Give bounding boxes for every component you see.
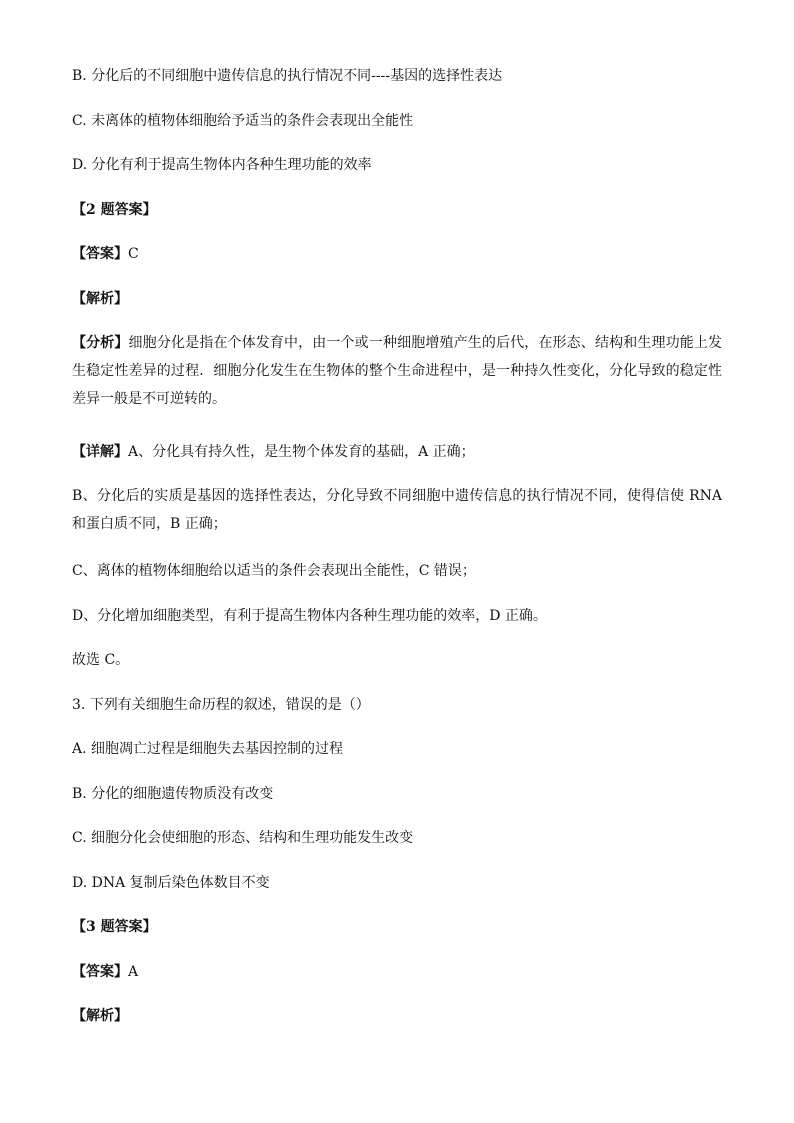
fenxi-text: 细胞分化是指在个体发育中，由一个或一种细胞增殖产生的后代，在形态、结构和生理功能上发生稳定性差异的过程．细胞分化发生在生物体的整个生命进程中，是一种持久性变化，分化导致的稳定性差异一般是不可逆转的。: [72, 335, 723, 407]
bracket-open: 【: [72, 919, 86, 935]
q2-option-c: C. 未离体的植物体细胞给予适当的条件会表现出全能性: [72, 113, 414, 129]
fenxi-tag: 【分析】: [72, 335, 129, 351]
q3-option-d: D. DNA 复制后染色体数目不变: [72, 875, 270, 891]
xiangjie-a-text: A、分化具有持久性，是生物个体发育的基础，A 正确；: [128, 444, 475, 460]
q2-analysis-tag: 【解析】: [72, 291, 128, 307]
q2-xiangjie-c: C、离体的植物体细胞给以适当的条件会表现出全能性，C 错误；: [72, 563, 476, 579]
answer-value: A: [128, 964, 139, 980]
q2-conclusion: 故选 C。: [72, 652, 130, 668]
q3-answer-line: [72, 965, 722, 979]
q2-option-d: D. 分化有利于提高生物体内各种生理功能的效率: [72, 157, 372, 173]
q2-xiangjie-d: D、分化增加细胞类型，有利于提高生物体内各种生理功能的效率，D 正确。: [72, 608, 547, 624]
bracket-close: 】: [142, 202, 157, 218]
q3-stem: 3. 下列有关细胞生命历程的叙述，错误的是（）: [72, 697, 370, 713]
bracket-open: 【: [72, 202, 86, 218]
q2-fenxi-paragraph: [72, 329, 722, 413]
q2-answer-header: [72, 203, 722, 217]
q3-option-a: A. 细胞凋亡过程是细胞失去基因控制的过程: [72, 741, 344, 757]
answer-value: C: [128, 246, 139, 262]
q3-answer-header: [72, 920, 722, 934]
q2-option-b: B. 分化后的不同细胞中遗传信息的执行情况不同----基因的选择性表达: [72, 68, 503, 84]
bracket-close: 】: [142, 919, 157, 935]
q2-answer-line: [72, 247, 722, 261]
q3-option-c: C. 细胞分化会使细胞的形态、结构和生理功能发生改变: [72, 830, 414, 846]
q3-answer-header-label: 3 题答案: [86, 919, 143, 935]
answer-tag: 【答案】: [72, 964, 128, 980]
q2-xiangjie-a: [72, 445, 722, 459]
q3-option-b: B. 分化的细胞遗传物质没有改变: [72, 786, 274, 802]
q2-answer-header-label: 2 题答案: [86, 202, 143, 218]
q3-analysis-tag: 【解析】: [72, 1008, 128, 1024]
xiangjie-tag: 【详解】: [72, 444, 128, 460]
answer-tag: 【答案】: [72, 246, 128, 262]
q2-xiangjie-b: B、分化后的实质是基因的选择性表达，分化导致不同细胞中遗传信息的执行情况不同，使得信使 RNA 和蛋白质不同，B 正确；: [72, 488, 722, 532]
